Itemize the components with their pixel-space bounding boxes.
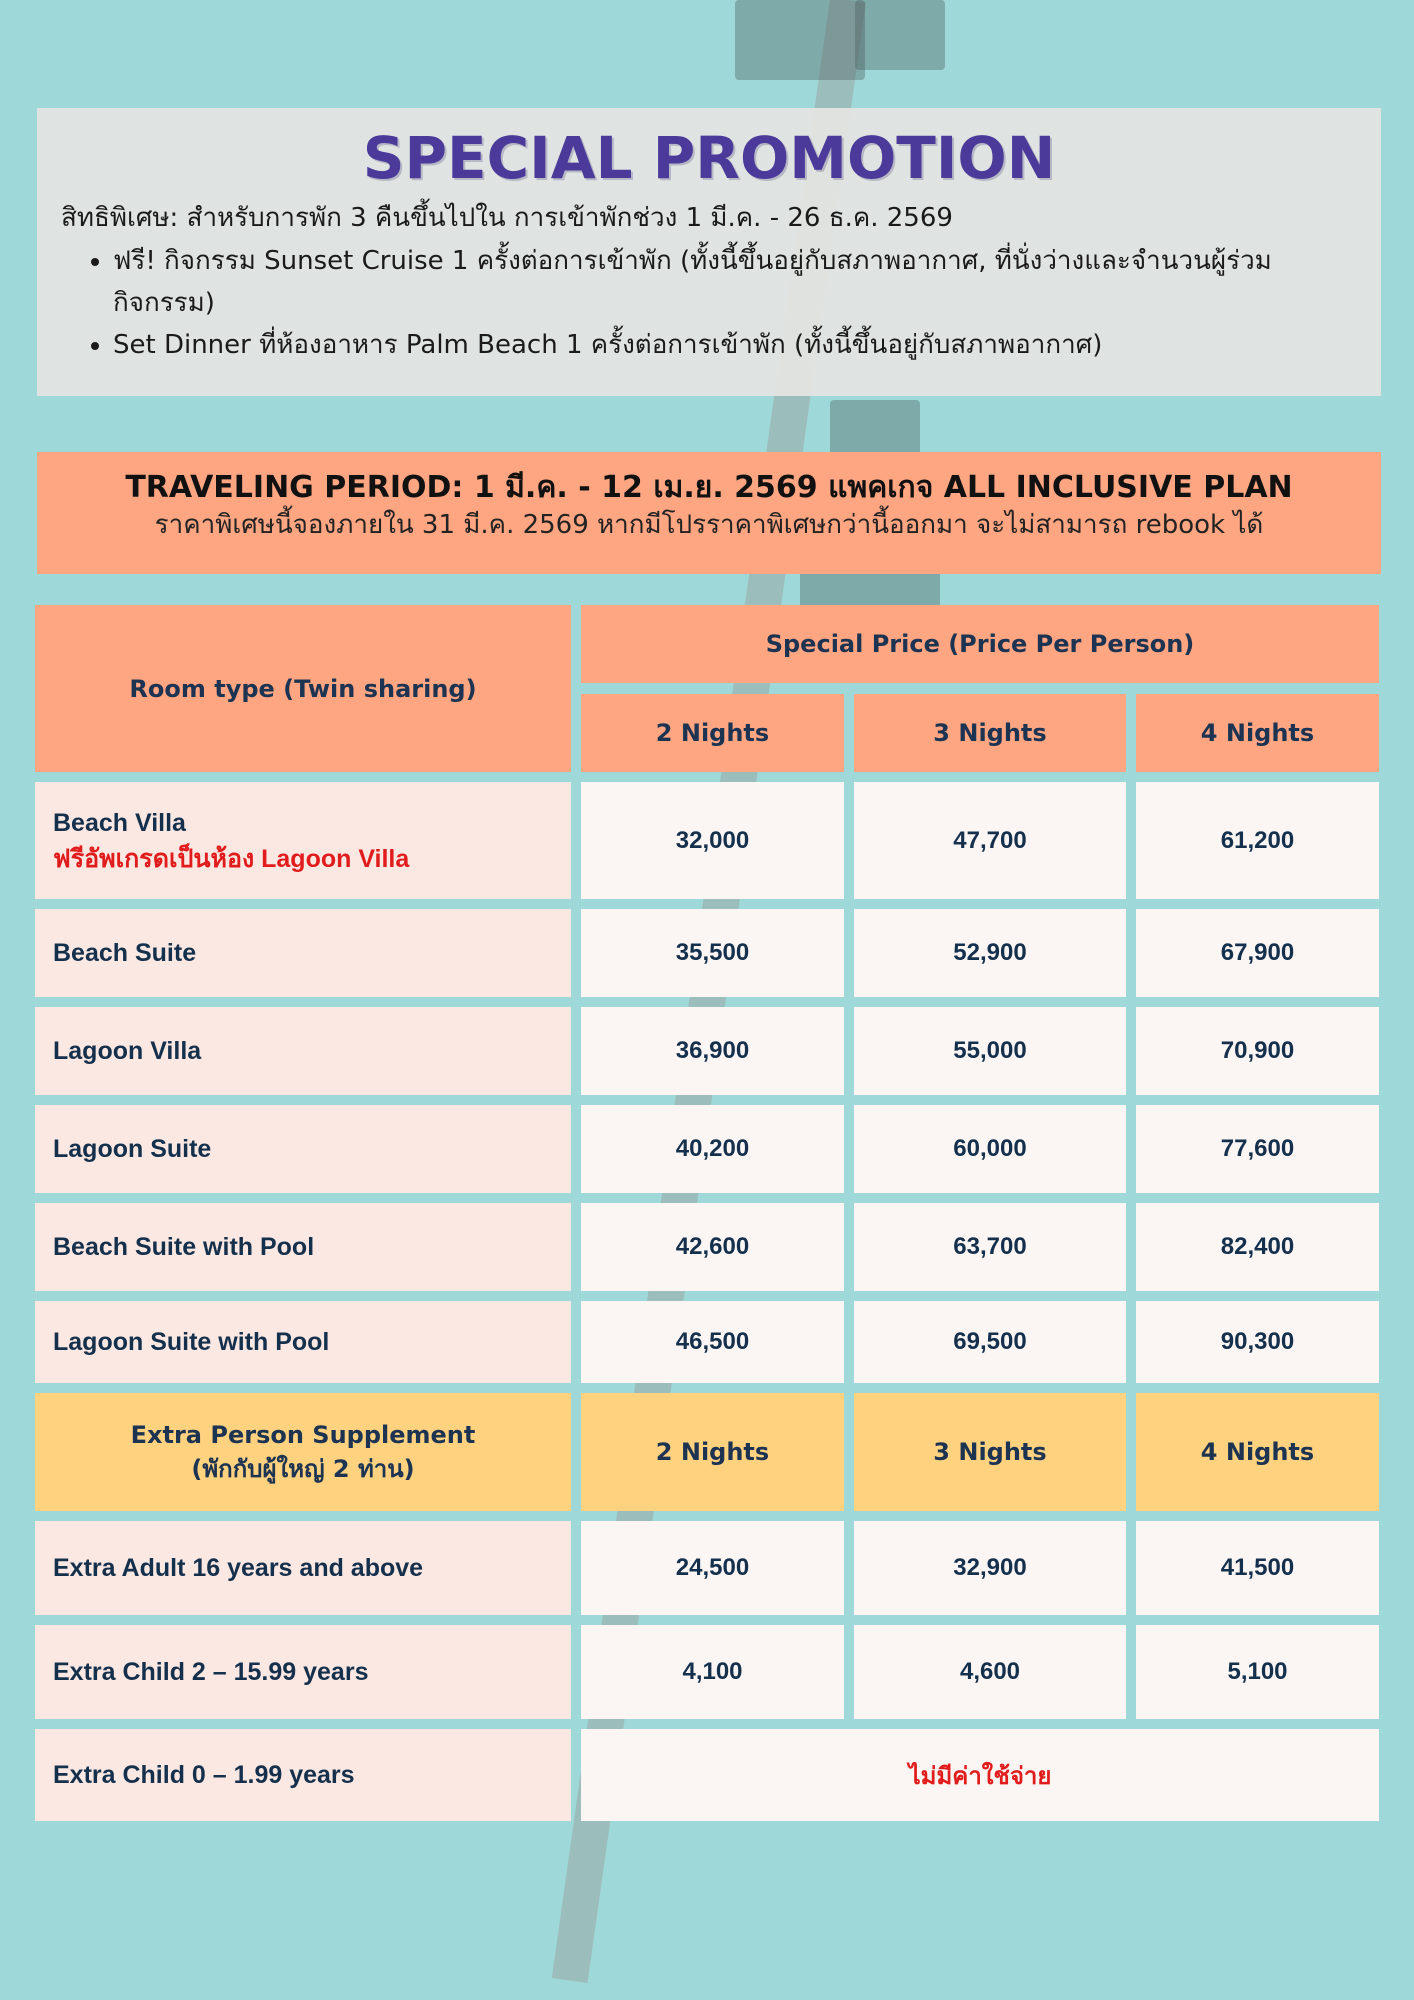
price-cell: 36,900: [581, 1007, 844, 1095]
room-type-cell: Lagoon Suite: [35, 1105, 571, 1193]
price-cell: 82,400: [1136, 1203, 1379, 1291]
booking-condition-note: ราคาพิเศษนี้จองภายใน 31 มี.ค. 2569 หากมีโปรราคาพิเศษกว่านี้ออกมา จะไม่สามารถ rebook ได้: [154, 510, 1264, 540]
nights-header-3: 3 Nights: [854, 694, 1126, 772]
promotion-bullet: • ฟรี! กิจกรรม Sunset Cruise 1 ครั้งต่อการเข้าพัก (ทั้งนี้ขึ้นอยู่กับสภาพอากาศ, ที่นั่งว่างและจำนวนผู้ร่วมกิจกรรม): [113, 240, 1357, 324]
free-of-charge-cell: ไม่มีค่าใช้จ่าย: [581, 1729, 1379, 1821]
supplement-type-cell: Extra Adult 16 years and above: [35, 1521, 571, 1615]
villa-graphic: [830, 400, 920, 460]
room-type-cell: Lagoon Villa: [35, 1007, 571, 1095]
price-cell: 67,900: [1136, 909, 1379, 997]
nights-header-2: 2 Nights: [581, 694, 844, 772]
promotion-intro: สิทธิพิเศษ: สำหรับการพัก 3 คืนขึ้นไปใน การเข้าพักช่วง 1 มี.ค. - 26 ธ.ค. 2569: [61, 203, 953, 233]
room-name: Beach Villa: [53, 808, 186, 837]
extra-person-header: [35, 1393, 571, 1511]
price-cell: 46,500: [581, 1301, 844, 1383]
special-price-header: Special Price (Price Per Person): [581, 605, 1379, 683]
price-cell: 69,500: [854, 1301, 1126, 1383]
price-cell: 47,700: [854, 782, 1126, 899]
promotion-bullet: • Set Dinner ที่ห้องอาหาร Palm Beach 1 ครั้งต่อการเข้าพัก (ทั้งนี้ขึ้นอยู่กับสภาพอากาศ): [113, 324, 1357, 366]
price-cell: 52,900: [854, 909, 1126, 997]
supplement-price-cell: 4,100: [581, 1625, 844, 1719]
promotion-bullets: [61, 240, 1357, 366]
supplement-nights-header-3: 3 Nights: [854, 1393, 1126, 1511]
price-cell: 40,200: [581, 1105, 844, 1193]
supplement-nights-header-4: 4 Nights: [1136, 1393, 1379, 1511]
price-cell: 35,500: [581, 909, 844, 997]
promotion-title: SPECIAL PROMOTION: [362, 124, 1056, 192]
price-cell: 55,000: [854, 1007, 1126, 1095]
room-type-cell: Beach Suite: [35, 909, 571, 997]
room-type-header: Room type (Twin sharing): [35, 605, 571, 772]
villa-graphic: [855, 0, 945, 70]
room-type-cell: Lagoon Suite with Pool: [35, 1301, 571, 1383]
price-cell: 42,600: [581, 1203, 844, 1291]
nights-header-4: 4 Nights: [1136, 694, 1379, 772]
price-cell: 60,000: [854, 1105, 1126, 1193]
extra-person-header-subtitle: (พักกับผู้ใหญ่ 2 ท่าน): [191, 1455, 415, 1483]
price-cell: 61,200: [1136, 782, 1379, 899]
supplement-price-cell: 4,600: [854, 1625, 1126, 1719]
price-cell: 90,300: [1136, 1301, 1379, 1383]
room-type-cell: [35, 782, 571, 899]
supplement-type-cell: Extra Child 2 – 15.99 years: [35, 1625, 571, 1719]
villa-graphic: [735, 0, 865, 80]
price-cell: 70,900: [1136, 1007, 1379, 1095]
supplement-price-cell: 5,100: [1136, 1625, 1379, 1719]
traveling-period-banner: [37, 452, 1381, 574]
supplement-price-cell: 32,900: [854, 1521, 1126, 1615]
supplement-price-cell: 24,500: [581, 1521, 844, 1615]
supplement-nights-header-2: 2 Nights: [581, 1393, 844, 1511]
supplement-type-cell: Extra Child 0 – 1.99 years: [35, 1729, 571, 1821]
supplement-price-cell: 41,500: [1136, 1521, 1379, 1615]
price-cell: 77,600: [1136, 1105, 1379, 1193]
upgrade-note: ฟรีอัพเกรดเป็นห้อง Lagoon Villa: [53, 844, 410, 873]
room-type-cell: Beach Suite with Pool: [35, 1203, 571, 1291]
price-cell: 63,700: [854, 1203, 1126, 1291]
traveling-period-title: TRAVELING PERIOD: 1 มี.ค. - 12 เม.ย. 2569 แพคเกจ ALL INCLUSIVE PLAN: [125, 470, 1293, 505]
price-cell: 32,000: [581, 782, 844, 899]
extra-person-header-title: Extra Person Supplement: [130, 1421, 476, 1449]
promotion-panel: [37, 108, 1381, 396]
